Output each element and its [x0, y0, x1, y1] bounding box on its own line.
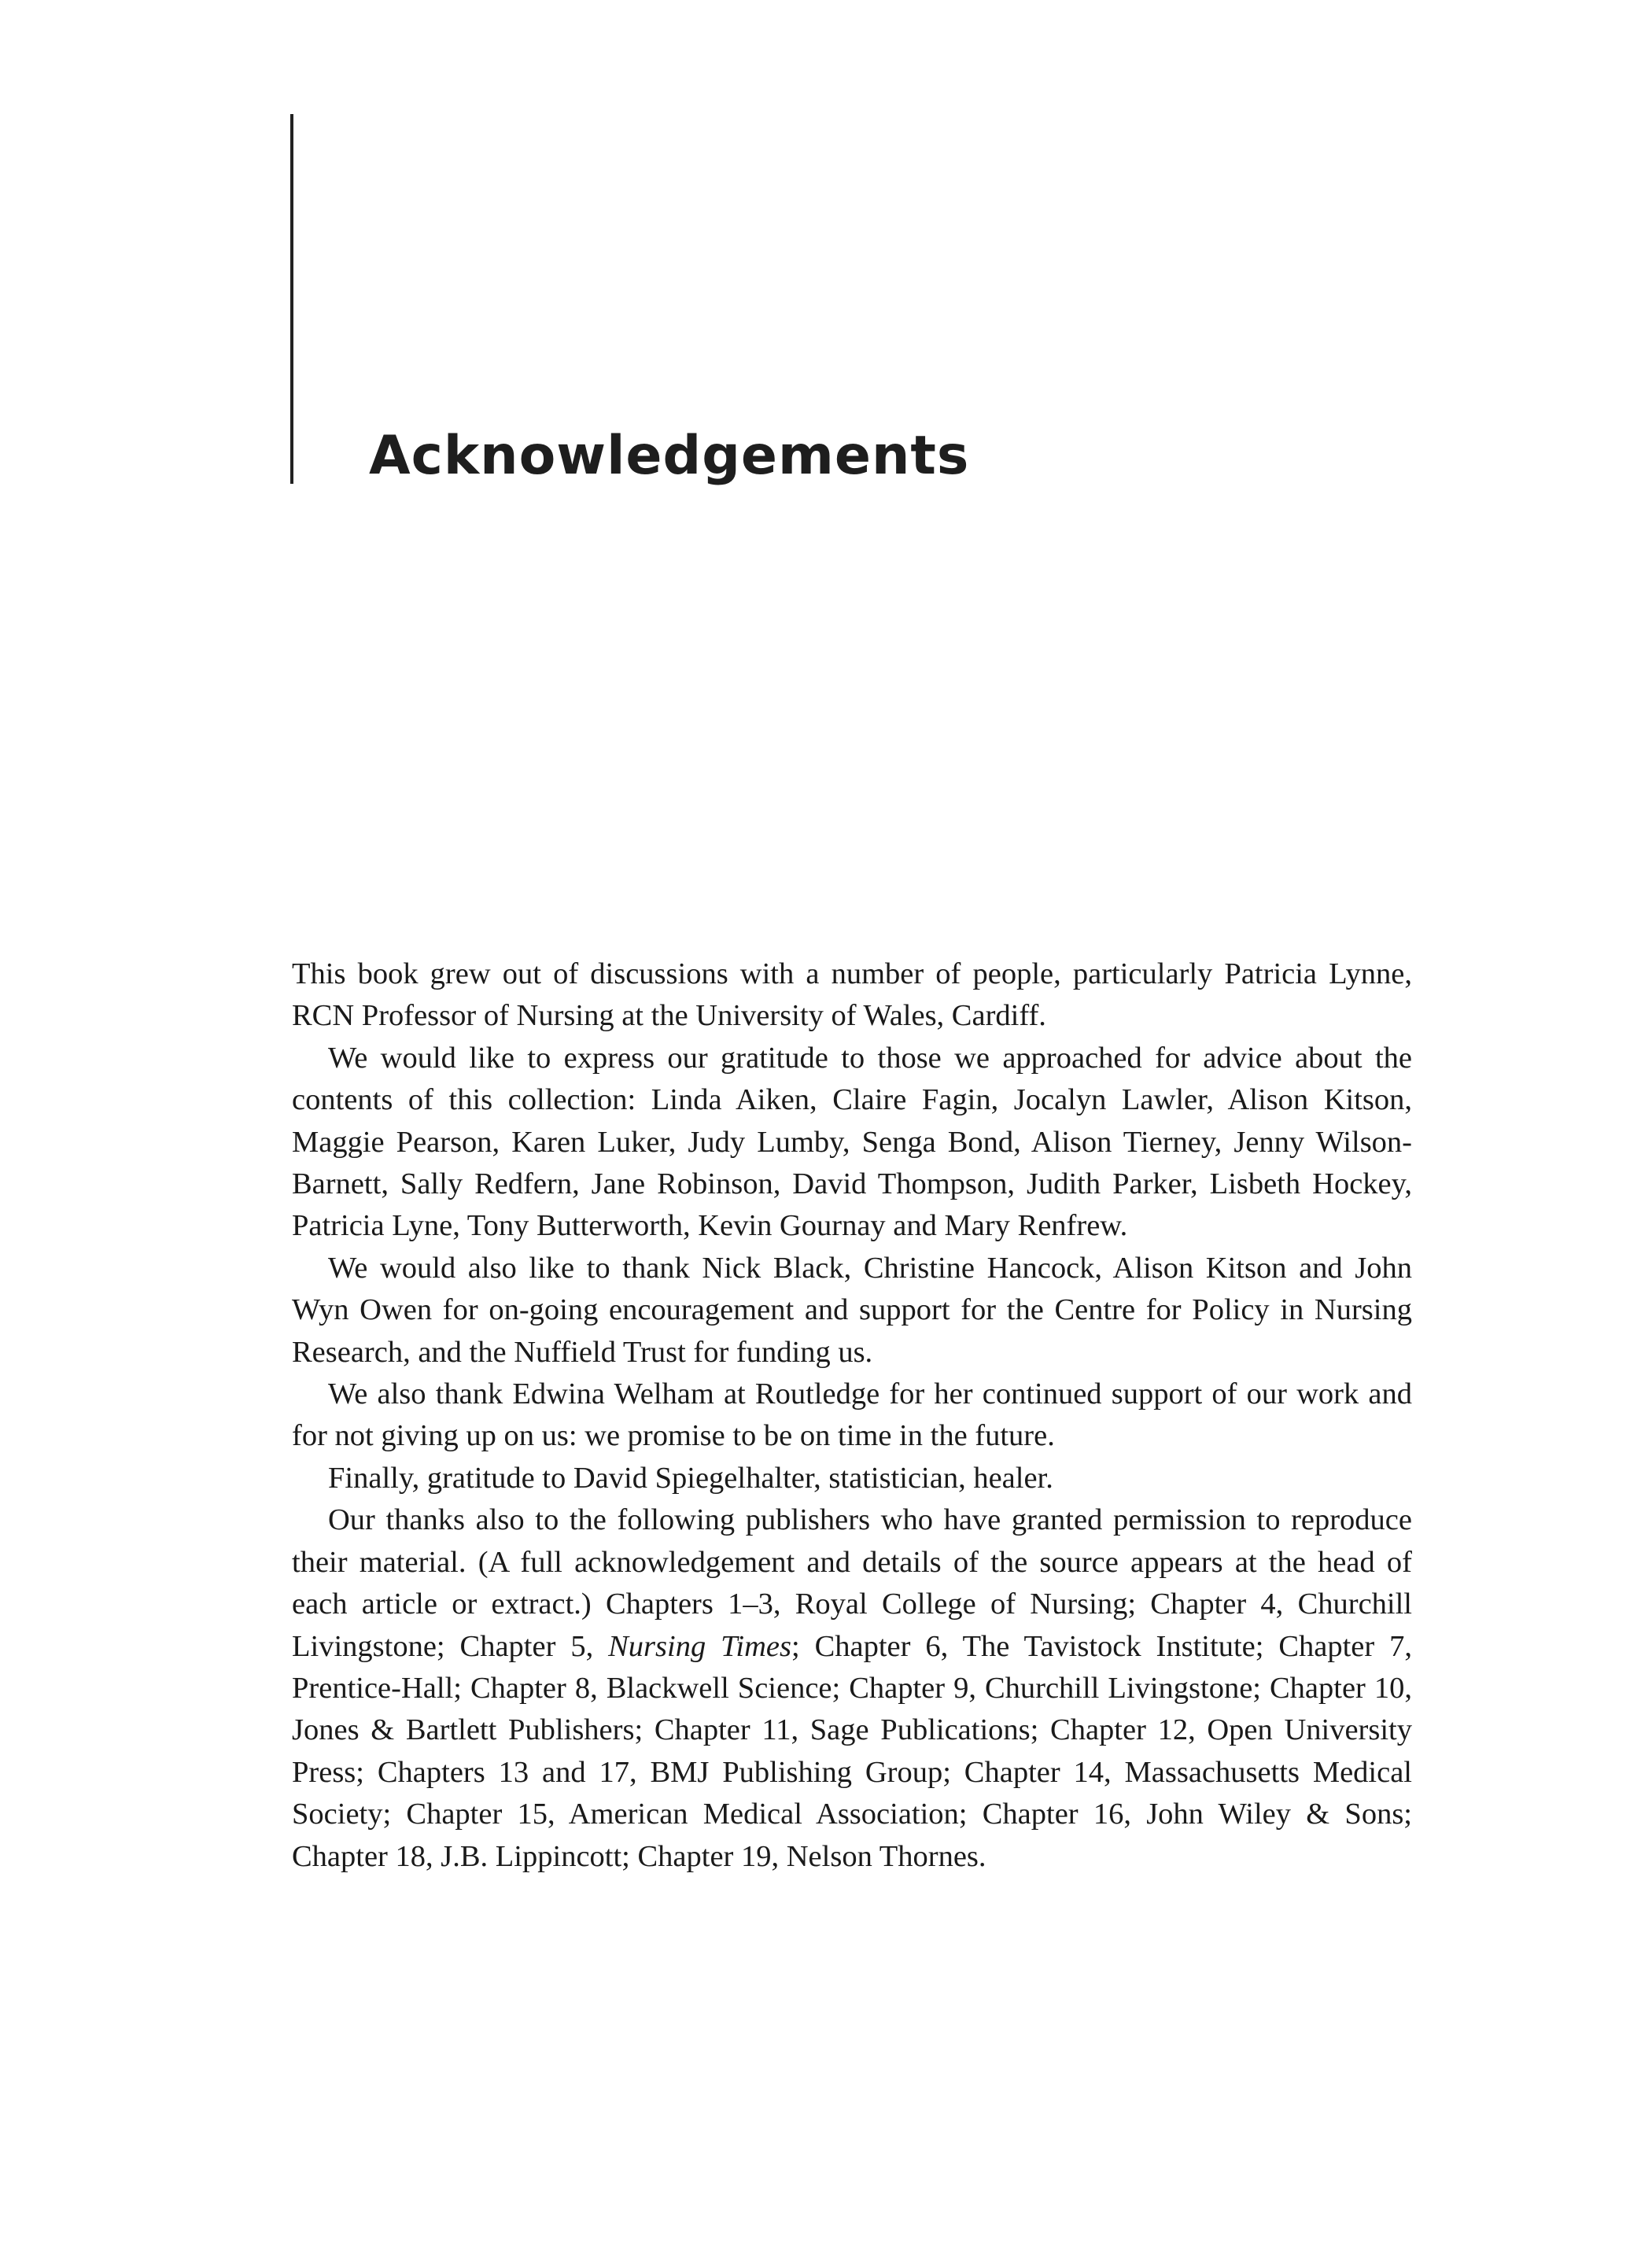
chapter-rule: [290, 114, 293, 484]
paragraph-2: We would like to express our gratitude to those we approached for advice about the contents of this collection: Linda Aiken, Claire Fagin, Jocalyn Lawler, Alison Kitson, Maggie Pearson, Karen Luker, Judy Lumby, Senga Bond, Alison Tierney, Jenny Wilson-Barnett, Sally Redfern, Jane Robinson, David Thompson, Judith Parker, Lisbeth Hockey, Patricia Lyne, Tony Butterworth, Kevin Gournay and Mary Renfrew.: [292, 1041, 1412, 1243]
paragraph-6-part-1: Our thanks also to the following publishers who have granted permission to reproduce their material. (A full acknowledgement and details of the source appears at the head of each article or extract.) Chapters 1–3, Royal College of Nursing; Chapter 4, Churchill Livingstone; Chapter 5,: [292, 1503, 1412, 1663]
paragraph-6-part-2: ; Chapter 6, The Tavistock Institute; Chapter 7, Prentice-Hall; Chapter 8, Blackwell Science; Chapter 9, Churchill Livingstone; Chapter 10, Jones & Bartlett Publishers; Chapter 11, Sage Publications; Chapter 12, Open University Press; Chapters 13 and 17, BMJ Publishing Group; Chapter 14, Massachusetts Medical Society; Chapter 15, American Medical Association; Chapter 16, John Wiley & Sons; Chapter 18, J.B. Lippincott; Chapter 19, Nelson Thornes.: [292, 1629, 1412, 1873]
acknowledgements-body: [292, 953, 1412, 1878]
paragraph-4: We also thank Edwina Welham at Routledge for her continued support of our work and for not giving up on us: we promise to be on time in the future.: [292, 1377, 1412, 1453]
paragraph-6: [292, 1499, 1412, 1878]
paragraph-3: We would also like to thank Nick Black, Christine Hancock, Alison Kitson and John Wyn Owen for on-going encouragement and support for the Centre for Policy in Nursing Research, and the Nuffield Trust for funding us.: [292, 1251, 1412, 1369]
paragraph-1: This book grew out of discussions with a number of people, particularly Patricia Lynne, RCN Professor of Nursing at the University of Wales, Cardiff.: [292, 957, 1412, 1033]
page-title: Acknowledgements: [369, 425, 970, 487]
paragraph-6-italic-title: Nursing Times: [608, 1629, 791, 1663]
paragraph-5: Finally, gratitude to David Spiegelhalter, statistician, healer.: [328, 1461, 1053, 1495]
